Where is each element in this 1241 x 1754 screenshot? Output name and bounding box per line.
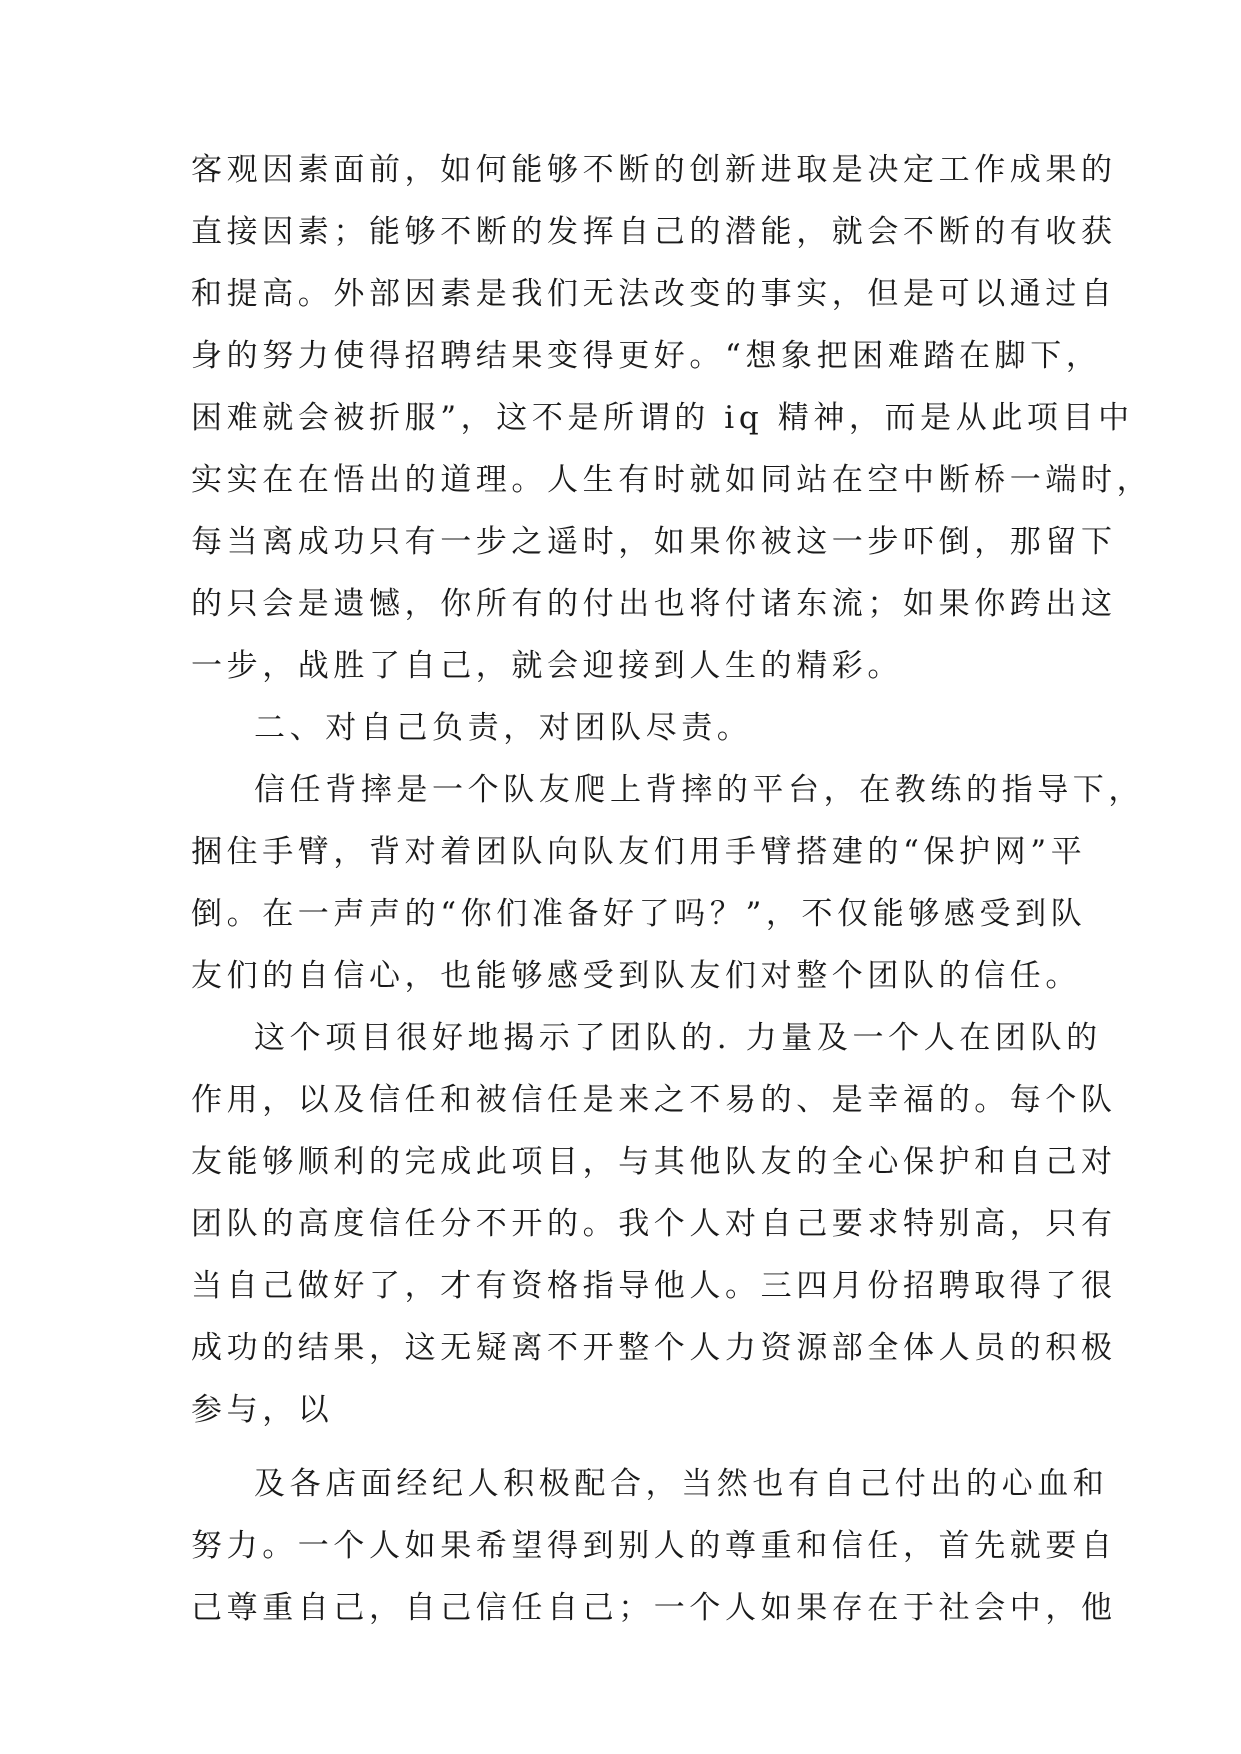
- text-line: 团队的高度信任分不开的。我个人对自己要求特别高，只有: [191, 1206, 1117, 1242]
- text-line: 一步，战胜了自己，就会迎接到人生的精彩。: [191, 648, 903, 684]
- text-line: 当自己做好了，才有资格指导他人。三四月份招聘取得了很: [191, 1268, 1117, 1304]
- text-line: 己尊重自己，自己信任自己；一个人如果存在于社会中，他: [191, 1590, 1117, 1626]
- text-line: 客观因素面前，如何能够不断的创新进取是决定工作成果的: [191, 152, 1117, 188]
- text-line: 身的努力使得招聘结果变得更好。“想象把困难踏在脚下，: [191, 338, 1102, 374]
- text-line: 友们的自信心，也能够感受到队友们对整个团队的信任。: [191, 958, 1081, 994]
- text-line: 和提高。外部因素是我们无法改变的事实，但是可以通过自: [191, 276, 1117, 312]
- text-line: 作用，以及信任和被信任是来之不易的、是幸福的。每个队: [191, 1082, 1117, 1118]
- text-line: 参与，以: [191, 1392, 334, 1428]
- text-line: 困难就会被折服”，这不是所谓的 iq 精神，而是从此项目中: [191, 400, 1134, 436]
- text-line: 信任背摔是一个队友爬上背摔的平台，在教练的指导下，: [254, 772, 1144, 808]
- text-line: 努力。一个人如果希望得到别人的尊重和信任，首先就要自: [191, 1528, 1117, 1564]
- text-line: 实实在在悟出的道理。人生有时就如同站在空中断桥一端时，: [191, 462, 1153, 498]
- text-line: 成功的结果，这无疑离不开整个人力资源部全体人员的积极: [191, 1330, 1117, 1366]
- section-heading: 二、对自己负责，对团队尽责。: [254, 710, 753, 746]
- text-line: 这个项目很好地揭示了团队的. 力量及一个人在团队的: [254, 1020, 1102, 1056]
- text-line: 的只会是遗憾，你所有的付出也将付诸东流；如果你跨出这: [191, 586, 1117, 622]
- text-line: 倒。在一声声的“你们准备好了吗？”，不仅能够感受到队: [191, 896, 1087, 932]
- text-line: 捆住手臂，背对着团队向队友们用手臂搭建的“保护网”平: [191, 834, 1087, 870]
- text-line: 友能够顺利的完成此项目，与其他队友的全心保护和自己对: [191, 1144, 1117, 1180]
- text-line: 直接因素；能够不断的发挥自己的潜能，就会不断的有收获: [191, 214, 1117, 250]
- text-line: 每当离成功只有一步之遥时，如果你被这一步吓倒，那留下: [191, 524, 1117, 560]
- text-line: 及各店面经纪人积极配合，当然也有自己付出的心血和: [254, 1466, 1109, 1502]
